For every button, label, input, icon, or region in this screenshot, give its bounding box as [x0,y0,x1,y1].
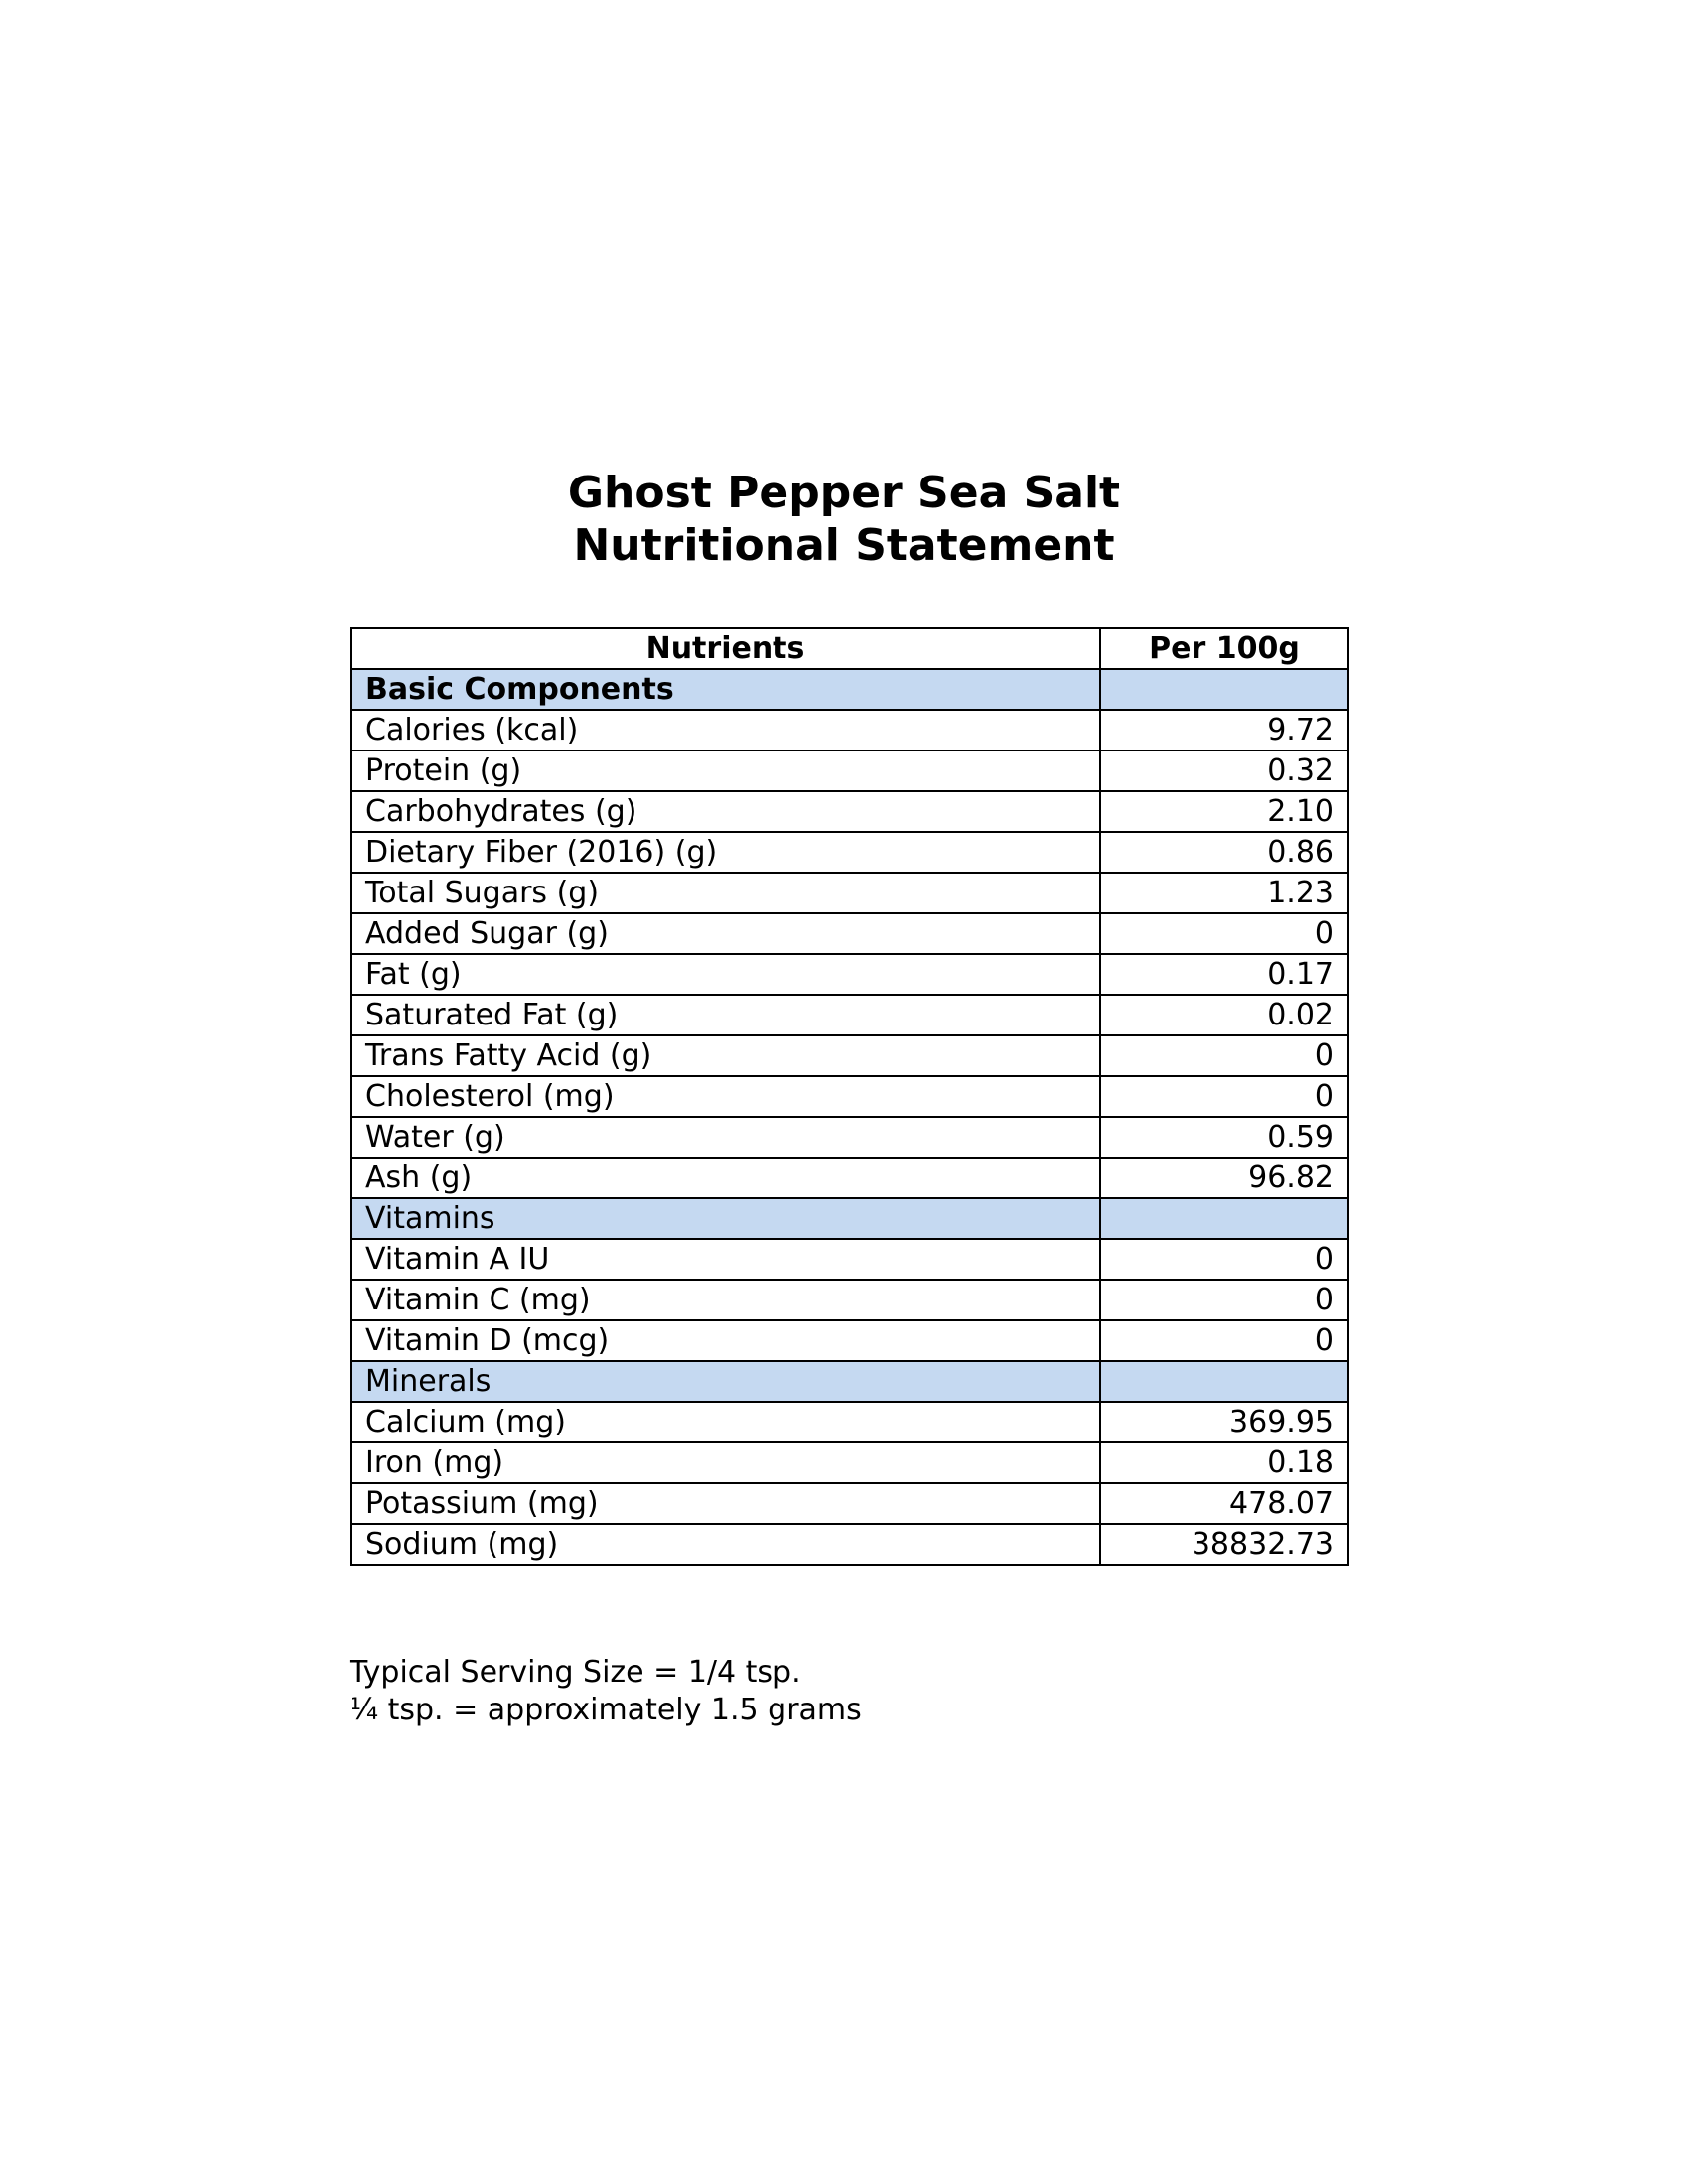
table-row [351,791,1348,832]
nutrient-value: 0.18 [1100,1442,1348,1483]
nutrient-value: 0 [1100,1035,1348,1076]
table-row [351,1280,1348,1320]
nutrient-name: Dietary Fiber (2016) (g) [351,832,1100,873]
header-nutrients: Nutrients [351,628,1100,669]
nutrient-name: Saturated Fat (g) [351,995,1100,1035]
section-label: Basic Components [351,669,1100,710]
section-row [351,669,1348,710]
table-row [351,751,1348,791]
table-row [351,954,1348,995]
nutrient-name: Protein (g) [351,751,1100,791]
table-row [351,1117,1348,1158]
section-row [351,1198,1348,1239]
section-value-empty [1100,1198,1348,1239]
table-row [351,1076,1348,1117]
table-row [351,832,1348,873]
table-row [351,710,1348,751]
nutrient-name: Water (g) [351,1117,1100,1158]
serving-size-text: Typical Serving Size = 1/4 tsp. [350,1655,801,1690]
section-label: Minerals [351,1361,1100,1402]
section-value-empty [1100,1361,1348,1402]
nutrient-name: Added Sugar (g) [351,913,1100,954]
table-header-row [351,628,1348,669]
nutrition-table [350,627,1349,1566]
title-line-1: Ghost Pepper Sea Salt [567,468,1121,518]
nutrient-value: 96.82 [1100,1158,1348,1198]
nutrient-name: Vitamin A IU [351,1239,1100,1280]
nutrient-name: Calories (kcal) [351,710,1100,751]
nutrient-name: Fat (g) [351,954,1100,995]
nutrient-name: Total Sugars (g) [351,873,1100,913]
table-row [351,1035,1348,1076]
nutrient-value: 2.10 [1100,791,1348,832]
nutrient-name: Iron (mg) [351,1442,1100,1483]
nutrient-value: 478.07 [1100,1483,1348,1524]
nutrient-value: 0.17 [1100,954,1348,995]
table-row [351,1442,1348,1483]
nutrient-name: Sodium (mg) [351,1524,1100,1565]
nutrient-value: 0 [1100,1076,1348,1117]
nutrient-name: Potassium (mg) [351,1483,1100,1524]
nutrient-name: Vitamin D (mcg) [351,1320,1100,1361]
section-label: Vitamins [351,1198,1100,1239]
table-body [351,669,1348,1565]
page-title [0,467,1688,572]
table-row [351,1402,1348,1442]
header-per-100g: Per 100g [1100,628,1348,669]
nutrient-value: 0 [1100,1280,1348,1320]
nutrient-value: 9.72 [1100,710,1348,751]
nutrient-value: 0 [1100,1320,1348,1361]
nutrition-table-wrapper [350,627,1347,1566]
table-row [351,1239,1348,1280]
nutrient-value: 38832.73 [1100,1524,1348,1565]
table-row [351,995,1348,1035]
serving-weight-text: ¼ tsp. = approximately 1.5 grams [350,1693,862,1727]
nutrient-value: 369.95 [1100,1402,1348,1442]
nutrient-value: 1.23 [1100,873,1348,913]
table-row [351,1524,1348,1565]
nutrient-name: Cholesterol (mg) [351,1076,1100,1117]
nutrient-value: 0 [1100,1239,1348,1280]
table-row [351,1483,1348,1524]
section-row [351,1361,1348,1402]
nutrient-value: 0.86 [1100,832,1348,873]
section-value-empty [1100,669,1348,710]
table-row [351,913,1348,954]
nutrient-value: 0.59 [1100,1117,1348,1158]
table-row [351,873,1348,913]
nutrient-value: 0 [1100,913,1348,954]
nutrient-value: 0.02 [1100,995,1348,1035]
nutrient-name: Carbohydrates (g) [351,791,1100,832]
nutrient-name: Vitamin C (mg) [351,1280,1100,1320]
table-row [351,1320,1348,1361]
nutrient-name: Ash (g) [351,1158,1100,1198]
nutrient-value: 0.32 [1100,751,1348,791]
serving-note [350,1654,862,1729]
table-row [351,1158,1348,1198]
title-line-2: Nutritional Statement [573,520,1115,571]
nutrient-name: Calcium (mg) [351,1402,1100,1442]
nutrient-name: Trans Fatty Acid (g) [351,1035,1100,1076]
